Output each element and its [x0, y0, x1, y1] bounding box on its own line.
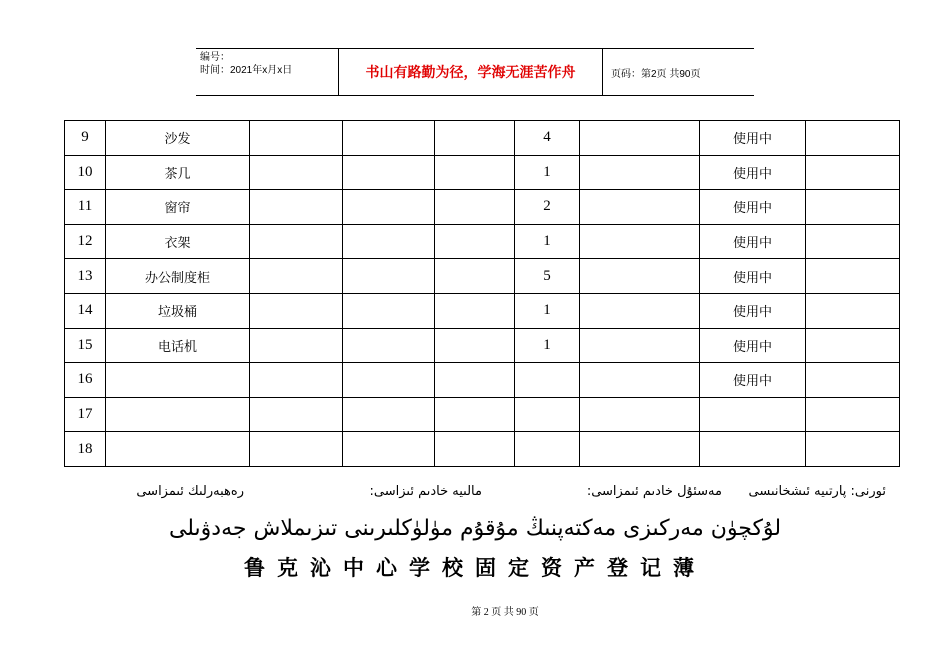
- blank-cell: [580, 121, 700, 156]
- signature-location: ئورنى: پارتىيە ئىشخانىسى: [748, 484, 886, 499]
- row-number: 13: [65, 259, 106, 294]
- item-status: 使用中: [700, 224, 806, 259]
- blank-cell: [250, 155, 343, 190]
- row-number: 11: [65, 190, 106, 225]
- row-number: 12: [65, 224, 106, 259]
- signature-responsible: مەسئۇل خادىم ئىمزاسى:: [586, 484, 722, 499]
- item-status: 使用中: [700, 155, 806, 190]
- blank-cell: [806, 328, 900, 363]
- chinese-title: 鲁克沁中心学校固定资产登记薄: [244, 556, 706, 580]
- table-row: [65, 121, 900, 156]
- item-status: 使用中: [700, 328, 806, 363]
- blank-cell: [343, 432, 435, 467]
- document-header: [196, 48, 754, 96]
- blank-cell: [343, 328, 435, 363]
- blank-cell: [580, 190, 700, 225]
- page-footer: 第 2 页 共 90 页: [471, 607, 539, 618]
- blank-cell: [435, 224, 515, 259]
- blank-cell: [806, 121, 900, 156]
- blank-cell: [806, 432, 900, 467]
- item-quantity: 1: [515, 328, 580, 363]
- item-name: [106, 397, 250, 432]
- blank-cell: [580, 328, 700, 363]
- item-quantity: 1: [515, 224, 580, 259]
- blank-cell: [435, 397, 515, 432]
- header-motto: 书山有路勤为径，学海无涯苦作舟: [339, 49, 603, 95]
- blank-cell: [343, 293, 435, 328]
- item-status: 使用中: [700, 363, 806, 398]
- item-status: 使用中: [700, 293, 806, 328]
- item-name: 办公制度柜: [106, 259, 250, 294]
- blank-cell: [435, 190, 515, 225]
- blank-cell: [250, 432, 343, 467]
- number-label: 编号：: [200, 52, 230, 63]
- row-number: 10: [65, 155, 106, 190]
- blank-cell: [580, 363, 700, 398]
- time-label: 时间：2021年x月x日: [200, 65, 293, 76]
- row-number: 16: [65, 363, 106, 398]
- item-status: 使用中: [700, 190, 806, 225]
- table-row: [65, 224, 900, 259]
- item-name: 沙发: [106, 121, 250, 156]
- blank-cell: [343, 224, 435, 259]
- item-quantity: [515, 363, 580, 398]
- blank-cell: [250, 293, 343, 328]
- blank-cell: [806, 259, 900, 294]
- item-status: 使用中: [700, 121, 806, 156]
- item-name: [106, 363, 250, 398]
- blank-cell: [435, 155, 515, 190]
- blank-cell: [435, 328, 515, 363]
- signature-finance: مالىيە خادىم ئىزاسى:: [369, 484, 482, 499]
- blank-cell: [250, 121, 343, 156]
- blank-cell: [806, 293, 900, 328]
- blank-cell: [250, 397, 343, 432]
- blank-cell: [580, 224, 700, 259]
- uyghur-title: لۇكچۈن مەركىزى مەكتەپنىڭ مۇقۇم مۈلۈكلىرىنى تىزىملاش جەدۋىلى: [168, 516, 782, 541]
- item-name: 垃圾桶: [106, 293, 250, 328]
- item-name: 电话机: [106, 328, 250, 363]
- blank-cell: [343, 121, 435, 156]
- header-meta: [196, 49, 339, 95]
- table-row: [65, 363, 900, 398]
- blank-cell: [580, 259, 700, 294]
- signature-row: [64, 484, 894, 506]
- signature-leader: رەھبەرلىك ئىمزاسى: [136, 484, 244, 499]
- blank-cell: [250, 190, 343, 225]
- table-row: [65, 293, 900, 328]
- blank-cell: [343, 363, 435, 398]
- row-number: 17: [65, 397, 106, 432]
- blank-cell: [580, 155, 700, 190]
- item-quantity: [515, 397, 580, 432]
- blank-cell: [580, 397, 700, 432]
- table-row: [65, 397, 900, 432]
- table-row: [65, 259, 900, 294]
- blank-cell: [806, 155, 900, 190]
- table-row: [65, 155, 900, 190]
- blank-cell: [806, 397, 900, 432]
- item-name: 茶几: [106, 155, 250, 190]
- blank-cell: [343, 397, 435, 432]
- blank-cell: [250, 224, 343, 259]
- blank-cell: [435, 259, 515, 294]
- asset-table: [64, 120, 900, 467]
- blank-cell: [250, 328, 343, 363]
- item-quantity: 1: [515, 155, 580, 190]
- table-row: [65, 432, 900, 467]
- blank-cell: [343, 155, 435, 190]
- blank-cell: [343, 190, 435, 225]
- row-number: 15: [65, 328, 106, 363]
- blank-cell: [806, 190, 900, 225]
- table-row: [65, 190, 900, 225]
- item-quantity: 1: [515, 293, 580, 328]
- item-quantity: 2: [515, 190, 580, 225]
- item-quantity: [515, 432, 580, 467]
- item-quantity: 4: [515, 121, 580, 156]
- blank-cell: [435, 432, 515, 467]
- blank-cell: [435, 121, 515, 156]
- item-name: 窗帘: [106, 190, 250, 225]
- blank-cell: [580, 432, 700, 467]
- header-page-info: 页码：第2页 共90页: [611, 68, 701, 80]
- row-number: 18: [65, 432, 106, 467]
- blank-cell: [435, 293, 515, 328]
- blank-cell: [343, 259, 435, 294]
- blank-cell: [580, 293, 700, 328]
- item-status: [700, 397, 806, 432]
- item-name: [106, 432, 250, 467]
- item-status: [700, 432, 806, 467]
- item-name: 衣架: [106, 224, 250, 259]
- row-number: 9: [65, 121, 106, 156]
- row-number: 14: [65, 293, 106, 328]
- table-row: [65, 328, 900, 363]
- item-status: 使用中: [700, 259, 806, 294]
- blank-cell: [806, 224, 900, 259]
- blank-cell: [250, 363, 343, 398]
- blank-cell: [435, 363, 515, 398]
- blank-cell: [806, 363, 900, 398]
- blank-cell: [250, 259, 343, 294]
- item-quantity: 5: [515, 259, 580, 294]
